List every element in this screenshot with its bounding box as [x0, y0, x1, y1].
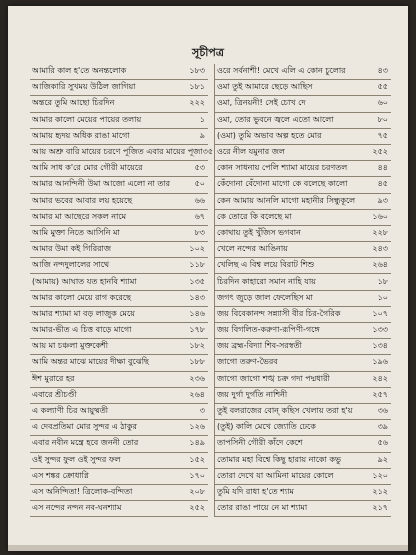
- entry-page-number: ৩৯: [377, 422, 388, 432]
- entry-title: কোন সাধনায় পেলি শ্যামা মায়ের চরণতল: [217, 163, 348, 173]
- entry-title: আমি মুক্তা নিতে আসিনি মা: [32, 227, 120, 237]
- entry-title: আমার কালো মেয়ের পায়ের তলায়: [32, 114, 142, 124]
- index-entry: [30, 161, 208, 177]
- entry-title: জয় বিবেকানন্দ সন্ন্যাসী বীর চির-গৈরিক: [217, 308, 341, 318]
- entry-title: কেন আমায় আনলি মাগো মহানীর সিন্ধুকূলে: [217, 195, 356, 205]
- entry-title: আমায় হৃদয় অধিক রাঙা মাগো: [32, 130, 130, 140]
- entry-page-number: ১৮১: [189, 82, 205, 92]
- index-entry: [215, 210, 391, 226]
- entry-page-number: ১২৬: [189, 422, 205, 432]
- entry-title: ওরে সর্বনাশী! মেখে এলি এ কোন চুলোর: [217, 66, 346, 76]
- entry-title: আজিকারি সুখময় উঠিল জাগিয়া: [32, 82, 136, 92]
- index-entry: [30, 210, 208, 226]
- entry-title: খেলে নন্দের আঙিনায়: [217, 244, 288, 254]
- entry-page-number: ৫৫: [377, 82, 388, 92]
- index-entry: [30, 291, 208, 307]
- entry-page-number: ৫৬: [377, 438, 388, 448]
- index-entry: [215, 372, 391, 388]
- entry-title: ওরে নীল যমুনার জল: [217, 147, 285, 157]
- entry-title: আমার আনন্দিনী উমা আজো এলো না তার: [32, 179, 171, 189]
- index-entry: [215, 129, 391, 145]
- entry-title: জয় ব্রহ্ম-বিদ্যা শিব-সরস্বতী: [217, 341, 302, 351]
- entry-title: আয় অশ্রু বারি মায়ের চরণে পূজিত এবার মায়ের পূজা: [32, 147, 203, 157]
- index-entry: [215, 388, 391, 404]
- entry-title: এস শঙ্কর ক্রোধাগ্নি: [32, 470, 89, 480]
- entry-title: আমারি কাল হ'তে অনন্তলোক: [32, 66, 127, 76]
- index-entry: [30, 242, 208, 258]
- entry-page-number: ৬৬: [194, 195, 205, 205]
- entry-title: তুই বলরাজের বোন্‌ কছিস খেলায় তরা হ'য়: [217, 406, 353, 416]
- entry-page-number: ৫০: [194, 179, 205, 189]
- index-entry: [30, 388, 208, 404]
- entry-page-number: ২২৮: [372, 227, 388, 237]
- index-entry: [215, 469, 391, 485]
- entry-page-number: ১: [199, 114, 205, 124]
- entry-page-number: ১৪৩: [189, 292, 205, 302]
- entry-page-number: ১৪৬: [189, 308, 205, 318]
- entry-page-number: ১৫২: [189, 454, 205, 464]
- entry-page-number: ২৬৪: [189, 389, 205, 399]
- index-entry: [215, 323, 391, 339]
- index-entry: [215, 485, 391, 501]
- entry-title: ওমা, তোর ভুবনে জ্বলে এতো আলো: [217, 114, 334, 124]
- entry-page-number: ২৪৩: [372, 244, 388, 254]
- entry-title: আজি নন্দদুলালের সাথে: [32, 260, 110, 270]
- index-entry: [215, 194, 391, 210]
- entry-title: (আমায়) আঘাত যত হানবি শ্যামা: [32, 276, 137, 286]
- entry-title: (ওমা) তুমি অভাব অল্প হতে মোর: [217, 130, 322, 140]
- entry-title: তোমার মহা বিশ্বে কিছু হারায় নাকো কভু: [217, 454, 341, 464]
- entry-title: আমি সাধ ক'রে মোর গৌরী মায়েরে: [32, 163, 143, 173]
- entry-title: আমি অন্তর মাঝে মায়ের দীক্ষা বুঝেছি: [32, 357, 149, 367]
- index-entry: [30, 258, 208, 274]
- index-entry: [30, 453, 208, 469]
- entry-page-number: ১০৭: [372, 308, 388, 318]
- entry-title: এ দেবপ্রতিমা মোর সুন্দর এ ঠাকুর: [32, 422, 137, 432]
- index-entry: [30, 501, 208, 517]
- index-entry: [215, 404, 391, 420]
- entry-page-number: ২০৮: [189, 486, 205, 496]
- index-entry: [30, 436, 208, 452]
- entry-title: তুমি যদি রাধা হ'তে শ্যাম: [217, 486, 294, 496]
- entry-title: আমার কালো মেয়ে রাগ করেছে: [32, 292, 131, 302]
- entry-page-number: ৯: [199, 130, 205, 140]
- entry-page-number: ২১২: [372, 486, 388, 496]
- entry-page-number: ৮০: [377, 114, 388, 124]
- entry-title: তোরা দেখে যা আমিনা মায়ের কোলে: [217, 470, 334, 480]
- index-entry: [30, 80, 208, 96]
- entry-title: চিরদিন কাহারো সমান নাহি যায়: [217, 276, 316, 286]
- entry-page-number: ১৮২: [189, 341, 205, 351]
- entry-page-number: ১৮৮: [189, 357, 205, 367]
- entry-title: তাপসিনী গৌরী কাঁদে কেশে: [217, 438, 303, 448]
- entry-page-number: ২২২: [189, 98, 205, 108]
- index-entry: [30, 469, 208, 485]
- index-entry: [30, 113, 208, 129]
- index-entry: [30, 372, 208, 388]
- entry-page-number: ২৪২: [372, 373, 388, 383]
- index-entry: [30, 177, 208, 193]
- entry-title: জগৎ জুড়ে জাল ফেলেছিস মা: [217, 292, 313, 302]
- book-page: [8, 6, 408, 551]
- index-entry: [30, 404, 208, 420]
- entry-page-number: ১০২: [189, 244, 205, 254]
- entry-page-number: ৪৫: [377, 179, 388, 189]
- entry-page-number: ৫৩: [194, 163, 205, 173]
- index-entry: [215, 64, 391, 80]
- index-entry: [215, 161, 391, 177]
- entry-page-number: ১৩৪: [372, 341, 388, 351]
- index-entry: [215, 242, 391, 258]
- entry-title: এস অনিন্দিতা! ত্রিলোক-বন্দিতা: [32, 486, 133, 496]
- index-entry: [215, 274, 391, 290]
- entry-title: (তুই) কালি মেখে জ্যোতি ঢেকে: [217, 422, 316, 432]
- entry-page-number: ১১৮: [189, 260, 205, 270]
- entry-title: আমার শ্যামা মা বড় লাজুক মেয়ে: [32, 308, 135, 318]
- index-entry: [30, 64, 208, 80]
- index-entry: [215, 501, 391, 517]
- entry-title: আয় মা চঞ্চলা মুক্তকেশী: [32, 341, 109, 351]
- index-column-left: [30, 64, 214, 517]
- entry-title: এ কল্যাণী চির আয়ুষ্মতী: [32, 406, 109, 416]
- entry-page-number: ১০: [377, 292, 388, 302]
- entry-title: আমার ভবের আবার লয় হয়েছে: [32, 195, 133, 205]
- entry-title: এস নন্দের নন্দন নব-ঘনশ্যাম: [32, 503, 122, 513]
- index-entry: [215, 436, 391, 452]
- entry-title: জাগো জাগো শঙ্খ চক্র গদা পদ্মধারী: [217, 373, 330, 383]
- index-entry: [215, 80, 391, 96]
- index-entry: [215, 291, 391, 307]
- index-entry: [30, 129, 208, 145]
- entry-page-number: ৯৩: [377, 195, 388, 205]
- index-entry: [30, 323, 208, 339]
- entry-title: আমার মা আছেরে সকল নামে: [32, 211, 127, 221]
- index-entry: [215, 307, 391, 323]
- entry-title: ওমা, ত্রিনয়নী! সেই চোখ দে: [217, 98, 306, 108]
- index-entry: [215, 258, 391, 274]
- entry-page-number: ৯২: [377, 454, 388, 464]
- entry-page-number: ১৩৩: [372, 325, 388, 335]
- entry-title: কোথায় তুই খুঁজিস ভগবান: [217, 227, 301, 237]
- entry-page-number: ৪৩: [377, 66, 388, 76]
- index-entry: [30, 145, 214, 161]
- entry-page-number: ১৮৩: [189, 66, 205, 76]
- entry-title: এবার নবীন মন্ত্রে হবে জননী তোর: [32, 438, 139, 448]
- entry-title: খেলিছ এ বিশ্ব লয়ে বিরাট শিশু: [217, 260, 315, 270]
- entry-page-number: ১২০: [372, 470, 388, 480]
- index-entry: [30, 485, 208, 501]
- entry-page-number: ১৬০: [372, 211, 388, 221]
- entry-page-number: ২৬৪: [372, 260, 388, 270]
- index-column-right: [214, 64, 391, 517]
- entry-page-number: ৬০: [377, 98, 388, 108]
- entry-title: জাগো তরুণ-ভৈরব: [217, 357, 278, 367]
- entry-page-number: ৬৭: [194, 211, 205, 221]
- entry-title: আমার উমা কই গিরিরাজ: [32, 244, 111, 254]
- index-entry: [215, 113, 391, 129]
- entry-page-number: ৪৪: [377, 163, 388, 173]
- entry-page-number: ৭৫: [377, 130, 388, 140]
- entry-title: অন্তরে তুমি আছো চিরদিন: [32, 98, 115, 108]
- entry-page-number: ১৭০: [189, 470, 205, 480]
- entry-page-number: ১৪৯: [189, 438, 205, 448]
- page-title: সূচীপত্র: [192, 46, 224, 59]
- entry-title: জয় বিগলিত-করুণা-রূপিণী-গঙ্গে: [217, 325, 320, 335]
- entry-title: এবারে শ্রীচণ্ডী: [32, 389, 77, 399]
- index-entry: [30, 420, 208, 436]
- index-entry: [215, 355, 391, 371]
- index-entry: [30, 226, 208, 242]
- entry-page-number: ২১৭: [372, 503, 388, 513]
- entry-title: কেঁদোনা বেঁদোনা মাগো কে বলেছে কালো: [217, 179, 348, 189]
- index-entry: [30, 274, 208, 290]
- page-edge: [8, 545, 408, 551]
- entry-page-number: ১৮: [377, 276, 388, 286]
- entry-page-number: ২৫২: [372, 147, 388, 157]
- entry-page-number: ১৯৬: [372, 357, 388, 367]
- entry-title: কে তোরে কি বলেছে মা: [217, 211, 292, 221]
- entry-title: জয় দুর্গা দুর্গতি নাশিনী: [217, 389, 288, 399]
- entry-title: ওই সুন্দর ফুল ওই সুন্দর ফল: [32, 454, 121, 464]
- index-entry: [215, 226, 391, 242]
- index-entry: [215, 145, 391, 161]
- entry-page-number: ১৭৮: [189, 325, 205, 335]
- index-entry: [30, 307, 208, 323]
- entry-page-number: ২৩৬: [189, 373, 205, 383]
- entry-page-number: ৮৩: [194, 227, 205, 237]
- index-entry: [215, 420, 391, 436]
- index-entry: [215, 453, 391, 469]
- index-entry: [30, 339, 208, 355]
- entry-page-number: ২৫২: [189, 503, 205, 513]
- index-entry: [30, 194, 208, 210]
- entry-page-number: ৩৬: [377, 406, 388, 416]
- index-entry: [30, 355, 208, 371]
- entry-title: ওমা তুই আমারে ছেড়ে আছিস: [217, 82, 313, 92]
- index-entry: [215, 177, 391, 193]
- entry-title: আমার-ভীত এ চিত্ত বাড়ে মাগো: [32, 325, 132, 335]
- entry-title: তোর রাঙা পায়ে নে মা শ্যামা: [217, 503, 308, 513]
- index-entry: [30, 96, 208, 112]
- entry-page-number: ১৩৫: [189, 276, 205, 286]
- entry-page-number: ৩: [199, 406, 205, 416]
- entry-title: ঈশ মুরারে হর: [32, 373, 75, 383]
- index-entry: [215, 339, 391, 355]
- entry-page-number: ২৫৭: [372, 389, 388, 399]
- entry-page-number: ৩৫: [202, 147, 214, 157]
- index-entry: [215, 96, 391, 112]
